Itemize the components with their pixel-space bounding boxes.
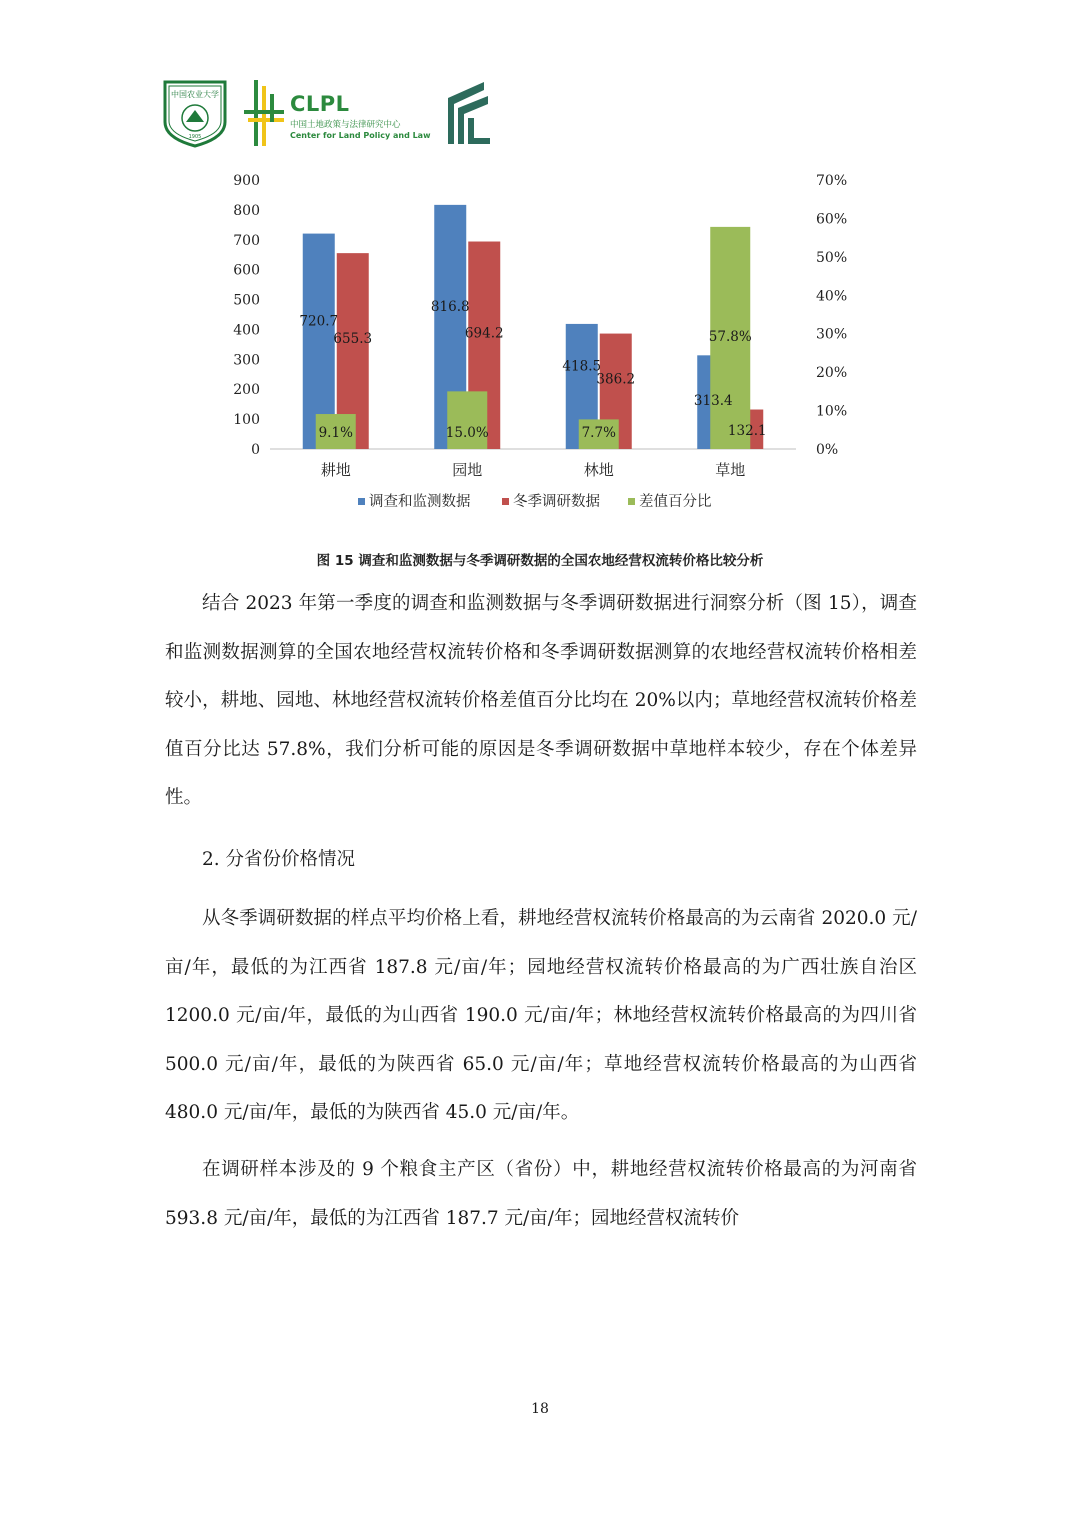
x-category-label: 园地 [452,461,483,479]
legend-label: 调查和监测数据 [369,494,471,510]
paragraph: 在调研样本涉及的 9 个粮食主产区（省份）中，耕地经营权流转价格最高的为河南省 593.8 元/亩/年，最低的为江西省 187.7 元/亩/年；园地经营权流转价 [165,1158,917,1229]
clpl-logo [244,80,431,146]
section-heading: 2. 分省份价格情况 [202,848,356,870]
x-category-label: 耕地 [320,461,351,479]
price-comparison-chart [218,165,858,525]
university-seal-logo [160,78,230,148]
x-category-label: 草地 [715,461,746,479]
y-right-tick-label: 50% [816,249,848,266]
legend-label: 差值百分比 [639,494,712,510]
data-label-winter: 386.2 [596,371,636,388]
y-left-tick-label: 700 [233,232,260,249]
x-category-label: 林地 [583,461,614,479]
y-right-tick-label: 60% [816,211,848,228]
svg-text:1905: 1905 [188,134,202,140]
y-left-tick-label: 900 [233,173,260,189]
data-label-survey: 418.5 [562,358,602,375]
data-label-difference: 9.1% [318,425,353,441]
y-left-tick-label: 800 [233,202,260,219]
y-right-tick-label: 30% [816,326,848,343]
data-label-difference: 15.0% [445,425,489,441]
legend-label: 冬季调研数据 [513,494,600,510]
legend-swatch [628,498,635,505]
data-label-difference: 57.8% [708,328,752,345]
y-right-tick-label: 10% [816,403,848,420]
page-number: 18 [531,1401,549,1417]
svg-text:中国农业大学: 中国农业大学 [171,90,219,99]
y-right-tick-label: 70% [816,173,848,189]
institute-logo [444,80,494,146]
data-label-survey: 313.4 [693,393,733,409]
y-left-tick-label: 200 [233,382,260,399]
clpl-brand: CLPL [290,92,350,116]
y-right-tick-label: 40% [816,288,848,305]
y-left-tick-label: 500 [233,292,260,309]
clpl-chinese-name: 中国土地政策与法律研究中心 [290,120,401,130]
y-right-tick-label: 20% [816,365,848,382]
y-left-tick-label: 300 [233,352,260,369]
y-left-tick-label: 400 [233,322,260,339]
y-left-tick-label: 0 [251,442,260,458]
figure-caption: 图 15 调查和监测数据与冬季调研数据的全国农地经营权流转价格比较分析 [316,553,764,569]
data-label-survey: 816.8 [430,298,470,315]
data-label-difference: 7.7% [581,425,616,441]
legend-swatch [502,498,509,505]
body-text [165,580,917,1243]
legend-swatch [358,498,365,505]
y-right-tick-label: 0% [816,442,839,458]
data-label-winter: 132.1 [727,423,767,439]
data-label-winter: 694.2 [464,325,504,342]
data-label-winter: 655.3 [333,331,373,348]
clpl-mark-icon [244,80,288,146]
data-label-survey: 720.7 [299,313,339,330]
paragraph: 结合 2023 年第一季度的调查和监测数据与冬季调研数据进行洞察分析（图 15），调查和监测数据测算的全国农地经营权流转价格和冬季调研数据测算的农地经营权流转价格相差较小，耕地、园地、林地经营权流转价格差值百分比均在 20%以内；草地经营权流转价格差值百分比达 57.8%，我们分析可能的原因是冬季调研数据中草地样本较少，存在个体差异性。 [165,593,917,809]
header-logos [160,78,580,150]
y-left-tick-label: 100 [233,412,260,429]
paragraph: 从冬季调研数据的样点平均价格上看，耕地经营权流转价格最高的为云南省 2020.0 元/亩/年，最低的为江西省 187.8 元/亩/年；园地经营权流转价格最高的为广西壮族自治区 1200.0 元/亩/年，最低的为山西省 190.0 元/亩/年；林地经营权流转价格最高的为四川省 500.0 元/亩/年，最低的为陕西省 65.0 元/亩/年；草地经营权流转价格最高的为山西省 480.0 元/亩/年，最低的为陕西省 45.0 元/亩/年。 [165,907,917,1124]
y-left-tick-label: 600 [233,262,260,279]
clpl-english-name: Center for Land Policy and Law [290,131,431,140]
